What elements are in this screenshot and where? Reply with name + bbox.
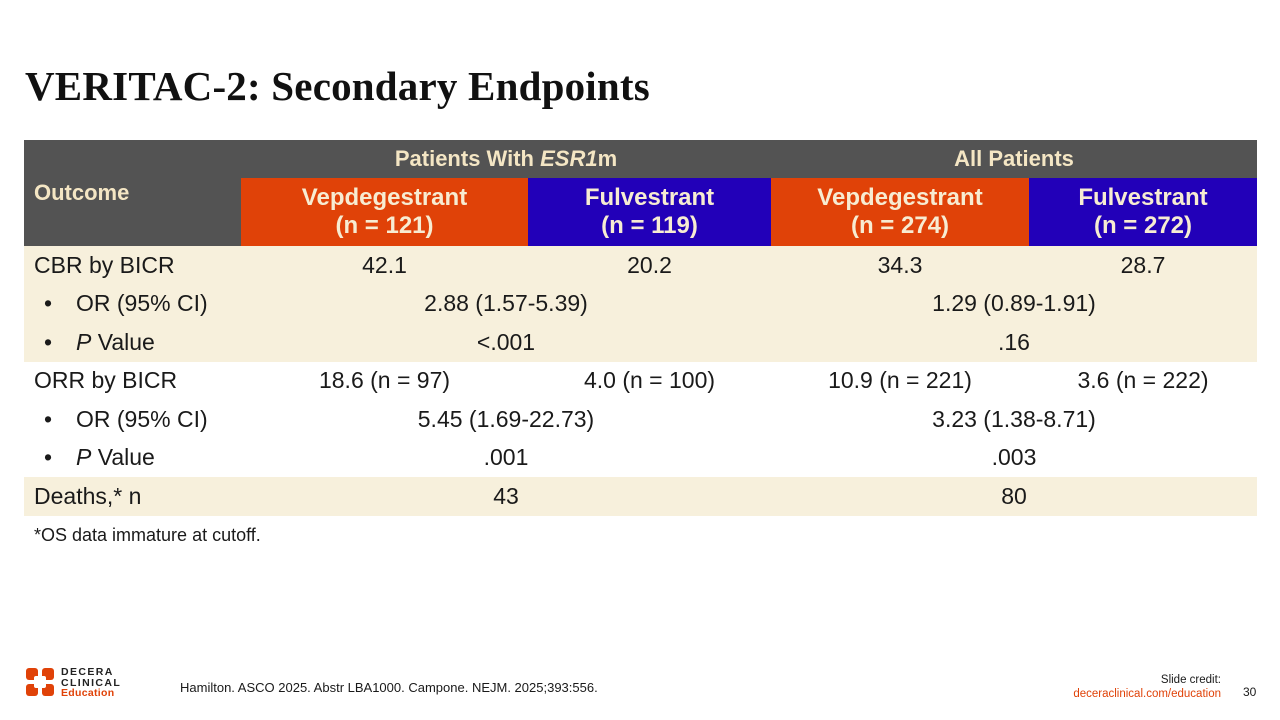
- slide-credit: [1073, 673, 1221, 701]
- row-label-deaths: Deaths,* n: [24, 477, 241, 516]
- bullet-icon: •: [44, 444, 53, 471]
- arm-header-vepdegestrant-esr1: Vepdegestrant (n = 121): [241, 178, 528, 246]
- cell-deaths-esr1: 43: [241, 477, 771, 516]
- footnote: *OS data immature at cutoff.: [34, 525, 261, 545]
- arm-header-vepdegestrant-all: Vepdegestrant (n = 274): [771, 178, 1029, 246]
- cell-cbr-vep-all: 34.3: [771, 246, 1029, 285]
- row-label-orr-p: • P Value: [44, 444, 155, 471]
- table-row-cbr: [24, 246, 1257, 285]
- row-label-cbr-p: • P Value: [24, 323, 241, 362]
- arm-header-fulvestrant-esr1: Fulvestrant (n = 119): [528, 178, 771, 246]
- cell-orr-vep-all: 10.9 (n = 221): [828, 367, 972, 394]
- table-row-orr: [24, 362, 1257, 401]
- cell-cbr-p-all: .16: [771, 323, 1257, 362]
- row-label-orr-or: • OR (95% CI): [44, 405, 208, 432]
- cell-orr-p-esr1: .001: [483, 444, 529, 471]
- table-row-cbr-p: [24, 323, 1257, 362]
- table-row-orr-p: [24, 439, 1257, 478]
- cell-cbr-p-esr1: <.001: [241, 323, 771, 362]
- cell-orr-vep-esr1: 18.6 (n = 97): [318, 367, 451, 394]
- page-number: 30: [1243, 685, 1257, 699]
- cell-orr-or-all: 3.23 (1.38-8.71): [932, 405, 1096, 432]
- slide-title: VERITAC-2: Secondary Endpoints: [25, 63, 650, 109]
- secondary-endpoints-table: [24, 140, 1257, 516]
- outcome-header: Outcome: [24, 140, 241, 246]
- cell-orr-p-all: .003: [991, 444, 1037, 471]
- bullet-icon: •: [44, 290, 53, 317]
- table-row-orr-or: [24, 400, 1257, 439]
- decera-logo-icon: [25, 667, 55, 697]
- cell-deaths-all: 80: [771, 477, 1257, 516]
- arm-header-fulvestrant-all: Fulvestrant (n = 272): [1029, 178, 1257, 246]
- group-header-all: All Patients: [771, 140, 1257, 178]
- slide-credit-label: Slide credit:: [1160, 674, 1221, 686]
- cell-orr-ful-all: 3.6 (n = 222): [1077, 367, 1209, 394]
- cell-cbr-vep-esr1: 42.1: [241, 246, 528, 285]
- cell-cbr-or-esr1: 2.88 (1.57-5.39): [241, 285, 771, 324]
- group-header-row: [24, 140, 1257, 178]
- cell-cbr-or-all: 1.29 (0.89-1.91): [771, 285, 1257, 324]
- row-label-cbr-or: • OR (95% CI): [24, 285, 241, 324]
- table-row-cbr-or: [24, 285, 1257, 324]
- cell-orr-or-esr1: 5.45 (1.69-22.73): [417, 405, 595, 432]
- cell-cbr-ful-all: 28.7: [1029, 246, 1257, 285]
- row-label-cbr: CBR by BICR: [24, 246, 241, 285]
- bullet-icon: •: [44, 405, 53, 432]
- slide-credit-url[interactable]: deceraclinical.com/education: [1073, 688, 1221, 700]
- row-label-orr: ORR by BICR: [34, 367, 178, 394]
- group-header-esr1: Patients With ESR1m: [241, 140, 771, 178]
- cell-cbr-ful-esr1: 20.2: [528, 246, 771, 285]
- cell-orr-ful-esr1: 4.0 (n = 100): [583, 367, 716, 394]
- table-row-deaths: [24, 477, 1257, 516]
- decera-logo-text: DECERA CLINICAL Education: [61, 666, 122, 699]
- citation: Hamilton. ASCO 2025. Abstr LBA1000. Campone. NEJM. 2025;393:556.: [180, 680, 598, 695]
- bullet-icon: •: [44, 328, 53, 355]
